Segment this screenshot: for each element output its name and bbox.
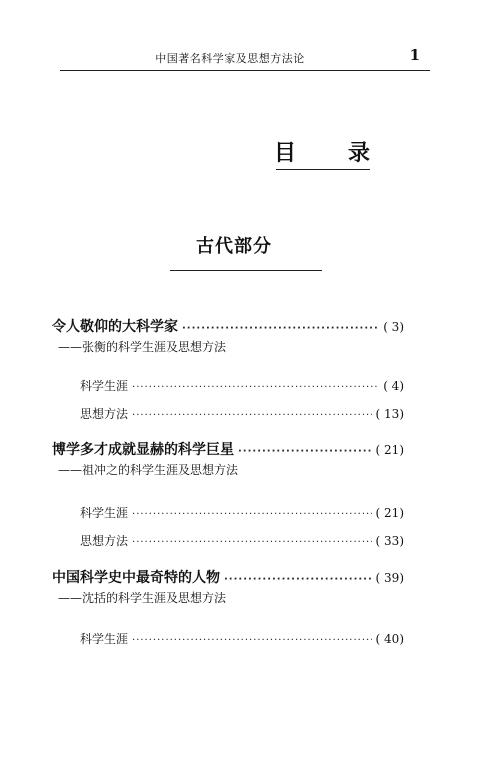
toc-title-char-1: 目 — [274, 141, 297, 166]
toc-chapter-3[interactable] — [52, 567, 404, 587]
chapter-page: ( 3) — [383, 320, 404, 334]
item-page: ( 40) — [375, 632, 404, 646]
item-page: ( 21) — [375, 506, 404, 520]
item-page: ( 33) — [375, 534, 404, 548]
item-label: 思想方法 — [80, 407, 129, 421]
dot-leader — [238, 446, 372, 457]
chapter-subtitle: ——祖冲之的科学生涯及思想方法 — [58, 463, 239, 477]
chapter-page: ( 21) — [375, 443, 404, 457]
dot-leader — [224, 574, 372, 585]
chapter-subtitle: ——沈括的科学生涯及思想方法 — [58, 591, 227, 605]
item-label: 思想方法 — [80, 534, 129, 548]
toc-title-char-2: 录 — [347, 141, 370, 166]
toc-item[interactable] — [80, 630, 404, 647]
page-number: 1 — [409, 46, 420, 64]
toc-item[interactable] — [80, 377, 404, 394]
toc-item[interactable] — [80, 532, 404, 549]
toc-chapter-2[interactable] — [52, 439, 404, 459]
toc-item[interactable] — [80, 405, 404, 422]
toc-title — [274, 136, 370, 167]
running-title: 中国著名科学家及思想方法论 — [155, 52, 305, 65]
item-page: ( 13) — [375, 407, 404, 421]
chapter-title: 中国科学史中最奇特的人物 — [52, 570, 220, 586]
dot-leader — [132, 537, 372, 548]
toc-title-underline — [276, 169, 370, 170]
dot-leader — [132, 635, 372, 646]
toc-chapter-1[interactable] — [52, 316, 404, 336]
chapter-title: 令人敬仰的大科学家 — [52, 319, 178, 335]
chapter-title: 博学多才成就显赫的科学巨星 — [52, 442, 234, 458]
item-label: 科学生涯 — [80, 506, 129, 520]
dot-leader — [132, 509, 372, 520]
chapter-page: ( 39) — [375, 571, 404, 585]
item-page: ( 4) — [383, 379, 404, 393]
running-header — [60, 48, 430, 71]
toc-item[interactable] — [80, 504, 404, 521]
section-heading: 古代部分 — [196, 236, 272, 257]
item-label: 科学生涯 — [80, 379, 129, 393]
dot-leader — [132, 382, 379, 393]
section-underline — [170, 270, 322, 271]
dot-leader — [132, 410, 372, 421]
dot-leader — [182, 323, 379, 334]
chapter-subtitle: ——张衡的科学生涯及思想方法 — [58, 340, 227, 354]
item-label: 科学生涯 — [80, 632, 129, 646]
